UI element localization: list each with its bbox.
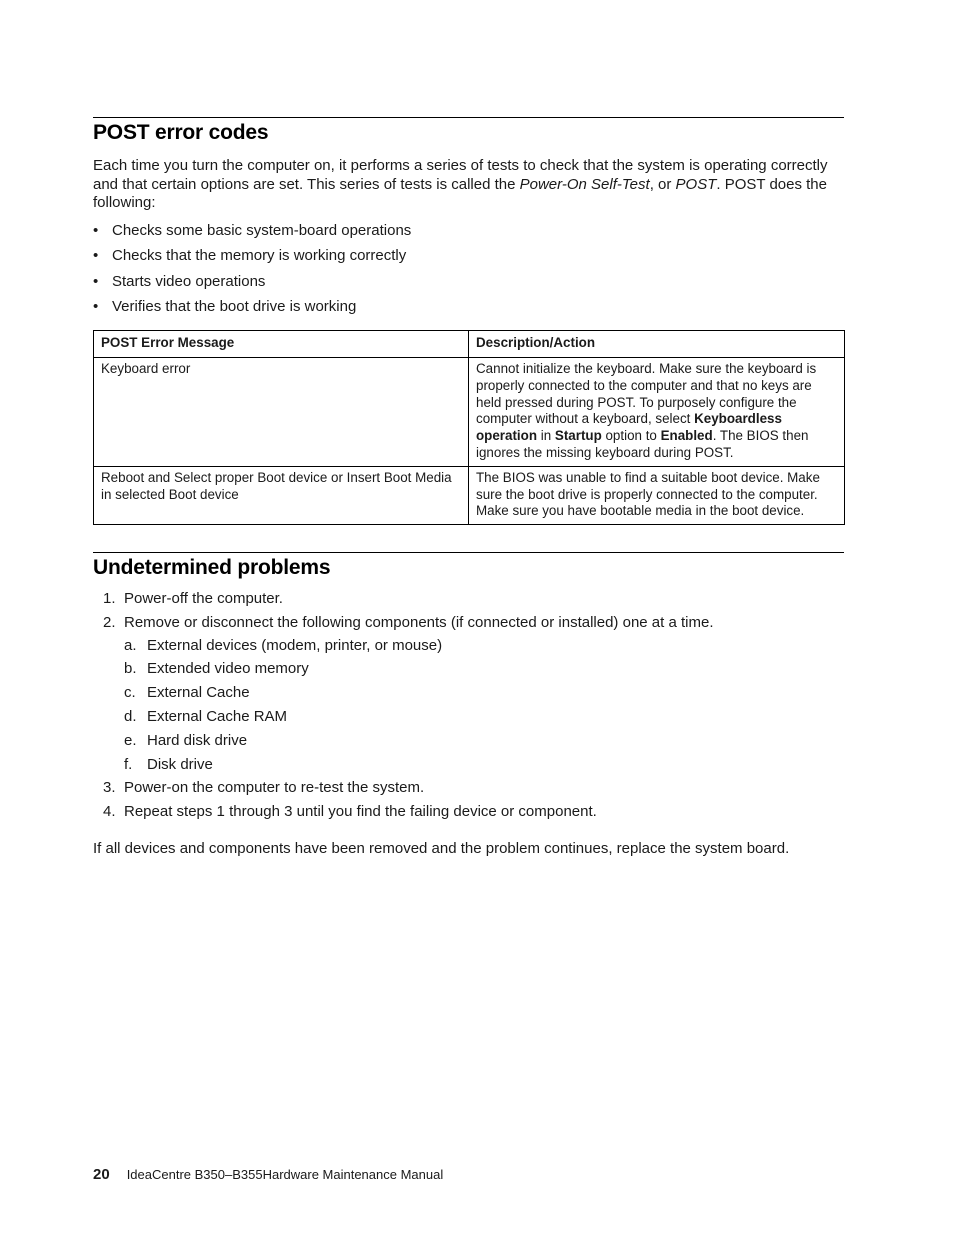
substep-text: Hard disk drive (147, 731, 248, 749)
desc-text: Cannot initialize the keyboard. Make sure the keyboard is properly connected to the computer and that no keys are held pressed during POST. To purposely configure the computer without a keyboard, select (476, 361, 817, 427)
table-header-row (94, 331, 845, 358)
post-checks-list (93, 221, 411, 322)
desc-text: in (537, 428, 555, 444)
column-header-description: Description/Action (469, 331, 845, 358)
intro-emphasis-post: POST (675, 175, 717, 193)
desc-bold-enabled: Enabled (660, 428, 713, 444)
step-number: 1. (103, 590, 116, 607)
substep-item (124, 755, 713, 779)
list-item: • Verifies that the boot drive is working (93, 297, 411, 322)
post-error-table (93, 330, 845, 525)
component-sublist (124, 636, 713, 779)
substep-letter: e. (124, 731, 137, 749)
table-row (94, 358, 845, 467)
page-number: 20 (93, 1166, 110, 1183)
section-title-post-error-codes: POST error codes (93, 121, 269, 144)
step-number: 3. (103, 779, 116, 797)
step-number: 4. (103, 802, 116, 820)
substep-text: Extended video memory (147, 660, 309, 678)
table-cell-description: The BIOS was unable to find a suitable boot device. Make sure the boot drive is properly connected to the computer. Make sure you have bootable media in the boot device. (469, 466, 845, 524)
substep-item (124, 731, 713, 755)
step-number: 2. (103, 613, 116, 631)
list-item: • Checks that the memory is working correctly (93, 246, 411, 271)
table-cell-message: Keyboard error (94, 358, 469, 467)
intro-text: , or (649, 175, 676, 193)
step-text: Repeat steps 1 through 3 until you find the failing device or component. (124, 802, 597, 820)
substep-text: External Cache (147, 684, 250, 702)
step-item (103, 613, 713, 779)
substep-item (124, 683, 713, 707)
substep-letter: a. (124, 636, 137, 654)
substep-item (124, 659, 713, 683)
intro-emphasis-power-on-self-test: Power-On Self-Test (519, 175, 650, 193)
substep-text: Disk drive (147, 755, 213, 773)
substep-letter: d. (124, 707, 137, 725)
substep-letter: b. (124, 660, 137, 678)
step-text: Remove or disconnect the following components (if connected or installed) one at a time. (124, 613, 714, 631)
column-header-message: POST Error Message (94, 331, 469, 358)
intro-text: Each time you turn the computer on, it performs a series of tests to check that the system is operating correctly and that certain options are set. This series of tests is called the (93, 157, 828, 193)
desc-bold-keyboardless: Keyboardless operation (476, 411, 782, 444)
post-intro-paragraph (93, 157, 833, 213)
desc-text: option to (601, 428, 661, 444)
substep-text: External Cache RAM (147, 707, 288, 725)
section-divider (93, 552, 844, 553)
substep-text: External devices (modem, printer, or mouse) (147, 636, 443, 654)
step-text: Power-off the computer. (124, 590, 283, 607)
table-row (94, 466, 845, 524)
page-footer (93, 1166, 443, 1183)
substep-letter: c. (124, 684, 136, 702)
table-cell-description (469, 358, 845, 467)
section-divider (93, 117, 844, 118)
list-item: • Starts video operations (93, 272, 411, 297)
step-item (103, 802, 713, 826)
intro-text: . POST does the following: (93, 175, 827, 211)
troubleshooting-steps (103, 589, 713, 826)
step-item (103, 778, 713, 802)
substep-item (124, 707, 713, 731)
substep-item (124, 636, 713, 660)
table-cell-message: Reboot and Select proper Boot device or Insert Boot Media in selected Boot device (94, 466, 469, 524)
step-item (103, 589, 713, 613)
substep-letter: f. (124, 755, 133, 773)
desc-bold-startup: Startup (554, 428, 602, 444)
list-item: • Checks some basic system-board operations (93, 221, 411, 246)
manual-title: IdeaCentre B350–B355Hardware Maintenance Manual (126, 1167, 444, 1182)
closing-paragraph: If all devices and components have been removed and the problem continues, replace the system board. (93, 840, 790, 857)
step-text: Power-on the computer to re-test the system. (124, 779, 425, 797)
desc-text: . The BIOS then ignores the missing keyboard during POST. (476, 428, 809, 460)
section-title-undetermined-problems: Undetermined problems (93, 556, 331, 579)
